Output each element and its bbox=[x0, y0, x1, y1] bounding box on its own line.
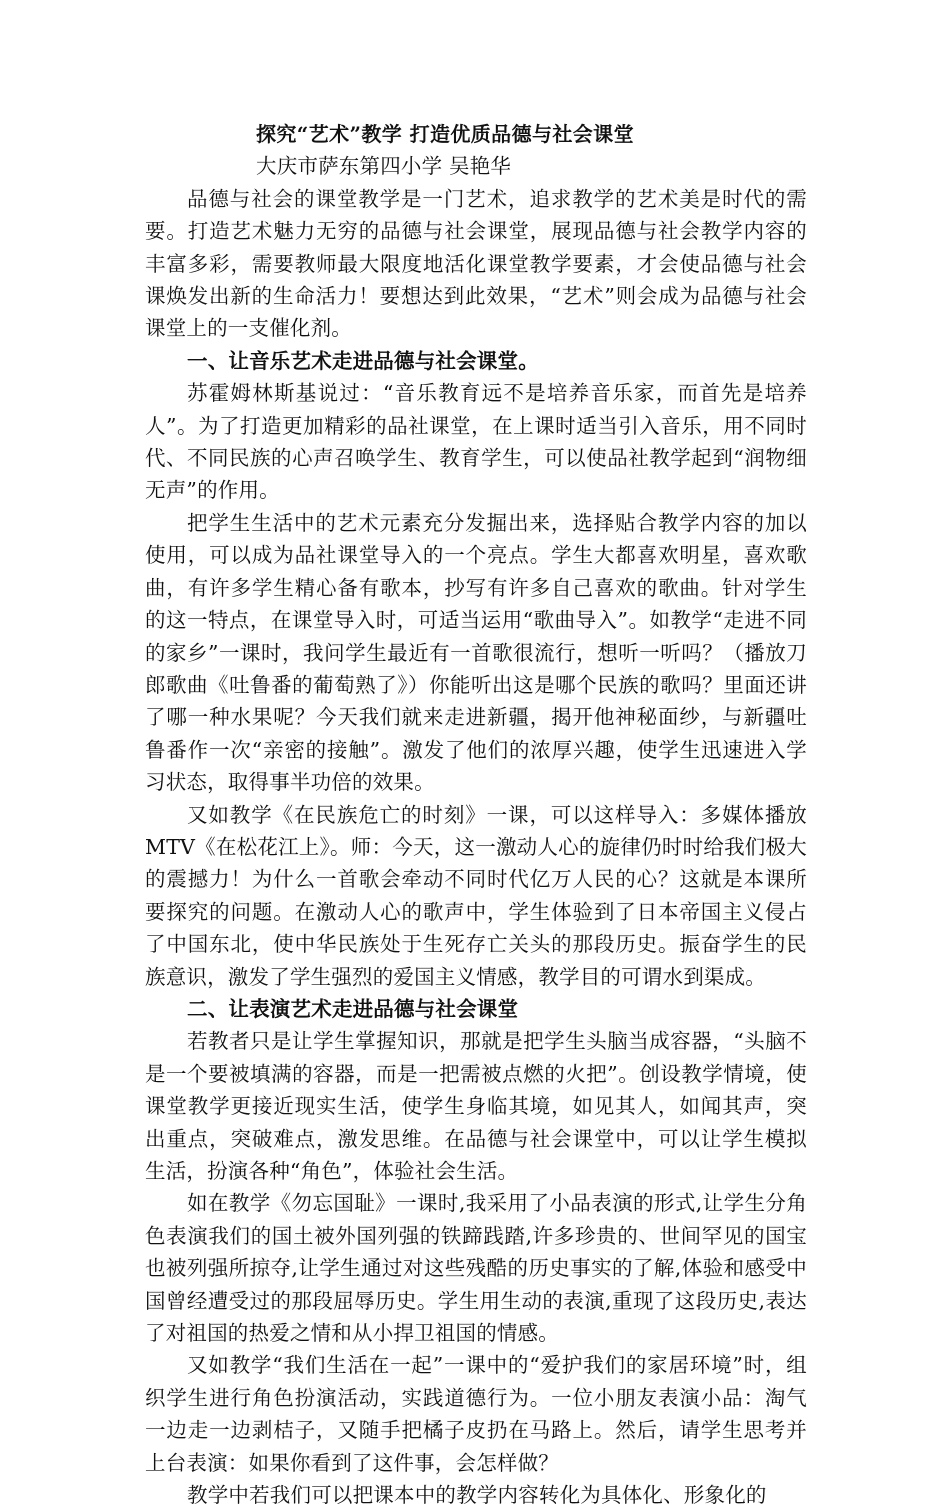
section-1-paragraph-1: 苏霍姆林斯基说过：“音乐教育远不是培养音乐家，而首先是培养人”。为了打造更加精彩的品社课堂，在上课时适当引入音乐，用不同时代、不同民族的心声召唤学生、教育学生，可以使品社教学起到“润物细无声”的作用。 bbox=[145, 381, 807, 503]
section-2-paragraph-1: 若教者只是让学生掌握知识，那就是把学生头脑当成容器，“头脑不是一个要被填满的容器，而是一把需被点燃的火把”。创设教学情境，使课堂教学更接近现实生活，使学生身临其境，如见其人，如闻其声，突出重点，突破难点，激发思维。在品德与社会课堂中，可以让学生模拟生活，扮演各种“角色”，体验社会生活。 bbox=[145, 1029, 807, 1183]
section-2-heading: 二、让表演艺术走进品德与社会课堂 bbox=[187, 996, 519, 1021]
section-2-paragraph-2: 如在教学《勿忘国耻》一课时,我采用了小品表演的形式,让学生分角色表演我们的国土被外国列强的铁蹄践踏,许多珍贵的、世间罕见的国宝也被列强所掠夺,让学生通过对这些残酷的历史事实的了解,体验和感受中国曾经遭受过的那段屈辱历史。学生用生动的表演,重现了这段历史,表达了对祖国的热爱之情和从小捍卫祖国的情感。 bbox=[145, 1191, 807, 1346]
document-page bbox=[145, 118, 807, 1511]
intro-paragraph: 品德与社会的课堂教学是一门艺术，追求教学的艺术美是时代的需要。打造艺术魅力无穷的品德与社会课堂，展现品德与社会教学内容的丰富多彩，需要教师最大限度地活化课堂教学要素，才会使品德与社会课焕发出新的生命活力！要想达到此效果，“艺术”则会成为品德与社会课堂上的一支催化剂。 bbox=[145, 186, 807, 341]
section-2-paragraph-3: 又如教学“我们生活在一起”一课中的“爱护我们的家居环境”时，组织学生进行角色扮演活动，实践道德行为。一位小朋友表演小品：淘气一边走一边剥桔子，又随手把橘子皮扔在马路上。然后，请学生思考并上台表演：如果你看到了这件事，会怎样做？ bbox=[145, 1353, 807, 1475]
document-title: 探究“艺术”教学 打造优质品德与社会课堂 bbox=[256, 122, 634, 146]
section-1-paragraph-3: 又如教学《在民族危亡的时刻》一课，可以这样导入：多媒体播放MTV《在松花江上》。师：今天，这一激动人心的旋律仍时时给我们极大的震撼力！为什么一首歌会牵动不同时代亿万人民的心？这就是本课所要探究的问题。在激动人心的歌声中，学生体验到了日本帝国主义侵占了中国东北，使中华民族处于生死存亡关头的那段历史。振奋学生的民族意识，激发了学生强烈的爱国主义情感，教学目的可谓水到渠成。 bbox=[145, 802, 807, 989]
section-1-heading: 一、让音乐艺术走进品德与社会课堂。 bbox=[187, 348, 539, 373]
document-author: 大庆市萨东第四小学 吴艳华 bbox=[256, 154, 512, 179]
section-1-paragraph-2: 把学生生活中的艺术元素充分发掘出来，选择贴合教学内容的加以使用，可以成为品社课堂导入的一个亮点。学生大都喜欢明星，喜欢歌曲，有许多学生精心备有歌本，抄写有许多自己喜欢的歌曲。针对学生的这一特点，在课堂导入时，可适当运用“歌曲导入”。如教学“走进不同的家乡”一课时，我问学生最近有一首歌很流行，想听一听吗？（播放刀郎歌曲《吐鲁番的葡萄熟了》）你能听出这是哪个民族的歌吗？里面还讲了哪一种水果呢？今天我们就来走进新疆，揭开他神秘面纱，与新疆吐鲁番作一次“亲密的接触”。激发了他们的浓厚兴趣，使学生迅速进入学习状态，取得事半功倍的效果。 bbox=[145, 510, 807, 795]
section-2-paragraph-4: 教学中若我们可以把课本中的教学内容转化为具体化、形象化的 bbox=[187, 1483, 767, 1508]
